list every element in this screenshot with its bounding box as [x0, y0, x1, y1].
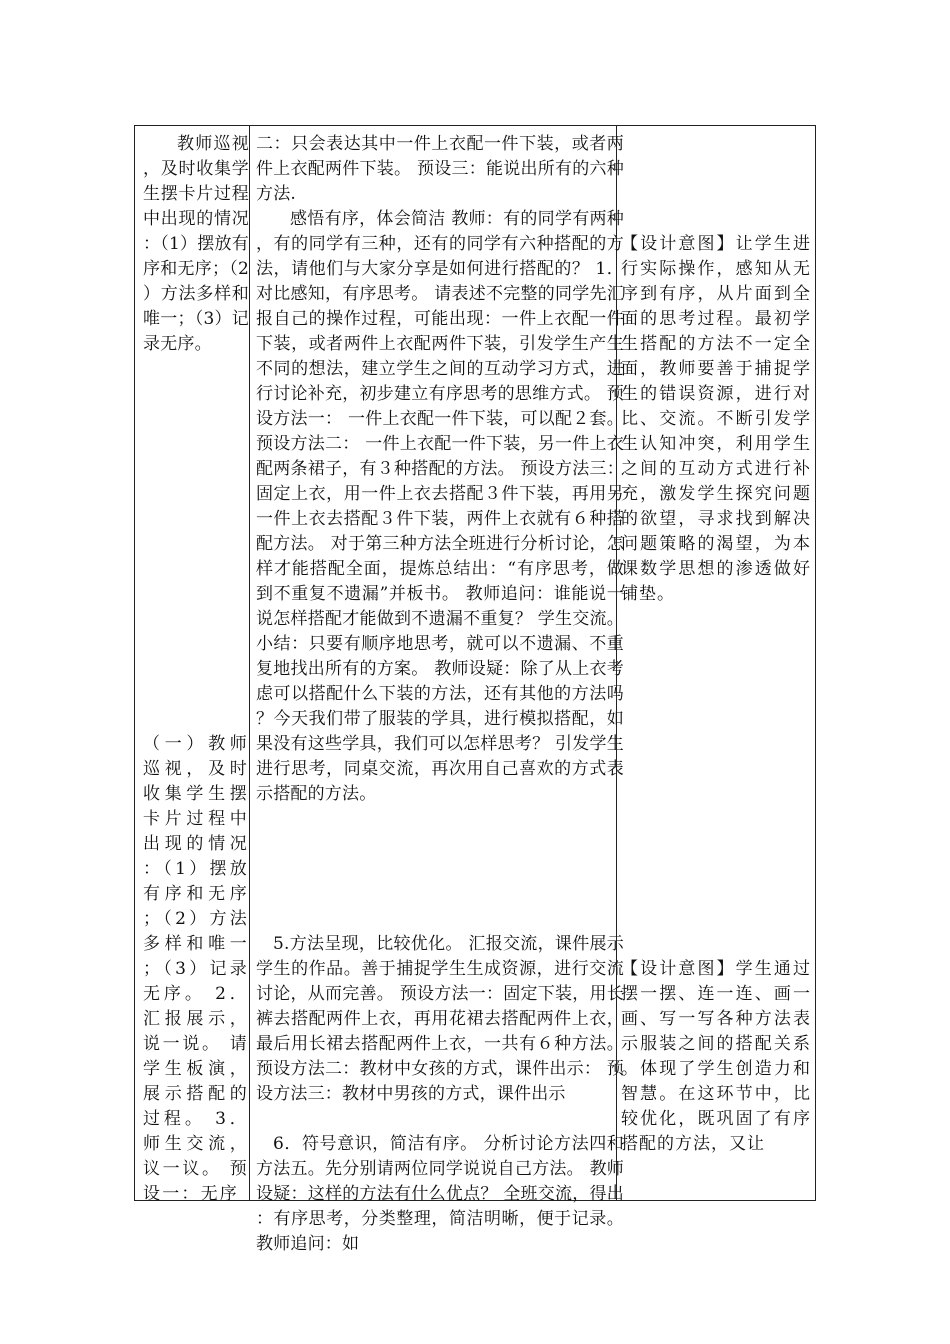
- lesson-plan-table: [134, 125, 816, 1254]
- process-para-2: 感悟有序，体会简洁 教师：有的同学有两种，有的同学有三种，还有的同学有六种搭配的方法，请他们与大家分享是如何进行搭配的？ 1．对比感知，有序思考。 请表述不完整的同学先汇报自己的操作过程，可能出现：一件上衣配一件下装，或者两件上衣配两件下装，引发学生产生不同的想法，建立学生之间的互动学习方式，进行讨论补充，初步建立有序思考的思维方式。 预设方法一： 一件上衣配一件下装，可以配２套。 预设方法二： 一件上衣配一件下装，另一件上衣配两条裙子，有３种搭配的方法。 预设方法三： 固定上衣，用一件上衣去搭配３件下装，再用另一件上衣去搭配３件下装，两件上衣就有６种搭配方法。 对于第三种方法全班进行分析讨论，怎样才能搭配全面，提炼总结出：“有序思考，做到不重复不遗漏”并板书。 教师追问：谁能说一说怎样搭配才能做到不遗漏不重复？ 学生交流。 小结：只要有顺序地思考，就可以不遗漏、不重复地找出所有的方案。 教师设疑：除了从上衣考虑可以搭配什么下装的方法，还有其他的方法吗？今天我们带了服装的学具，进行模拟搭配，如果没有这些学具，我们可以怎样思考？ 引发学生进行思考，同桌交流，再次用自己喜欢的方式表示搭配的方法。: [256, 209, 624, 804]
- design-intent-column: [621, 126, 811, 1200]
- teacher-note-1: 教师巡视，及时收集学生摆卡片过程中出现的情况：（1）摆放有序和无序；（2）方法多样和唯一；（3）记录无序。: [143, 134, 249, 354]
- process-para-4: 6．符号意识，简洁有序。 分析讨论方法四和方法五。先分别请两位同学说说自己方法。 教师设疑：这样的方法有什么优点？ 全班交流，得出：有序思考，分类整理，简洁明晰，便于记录。 教师追问：如: [256, 1134, 624, 1254]
- process-para-3: 5.方法呈现，比较优化。 汇报交流，课件展示学生的作品。善于捕捉学生生成资源，进行交流讨论，从而完善。 预设方法一：固定下装，用长裤去搭配两件上衣，再用花裙去搭配两件上衣，最后用长裙去搭配两件上衣，一共有６种方法。 预设方法二：教材中女孩的方式，课件出示： 预设方法三：教材中男孩的方式，课件出示: [256, 934, 624, 1104]
- design-intent-1: 【设计意图】让学生进行实际操作，感知从无序到有序，从片面到全面的思考过程。最初学生搭配的方法不一定全面，教师要善于捕捉学生的错误资源，进行对比、交流。不断引发学生认知冲突，利用学生之间的互动方式进行补充，激发学生探究问题的欲望，寻求找到解决问题策略的渴望，为本课数学思想的渗透做好铺垫。: [621, 234, 811, 604]
- teacher-note-2: （一）教师巡视，及时收集学生摆卡片过程中出现的情况：（1）摆放有序和无序；（2）方法多样和唯一；（3）记录无序。 2．汇报展示，说一说。 请学生板演，展示搭配的过程。 3．师生交流，议一议。 预设一：无序: [143, 734, 249, 1204]
- process-para-1: 二：只会表达其中一件上衣配一件下装，或者两件上衣配两件下装。 预设三：能说出所有的六种方法.: [256, 134, 624, 204]
- learning-process-column: [256, 126, 624, 1254]
- design-intent-2: 【设计意图】学生通过摆一摆、连一连、画一画、写一写各种方法表示服装之间的搭配关系。体现了学生创造力和智慧。在这环节中，比较优化，既巩固了有序搭配的方法，又让: [621, 959, 811, 1154]
- column-divider-left: [249, 126, 250, 1200]
- teacher-activity-column: [143, 126, 249, 1204]
